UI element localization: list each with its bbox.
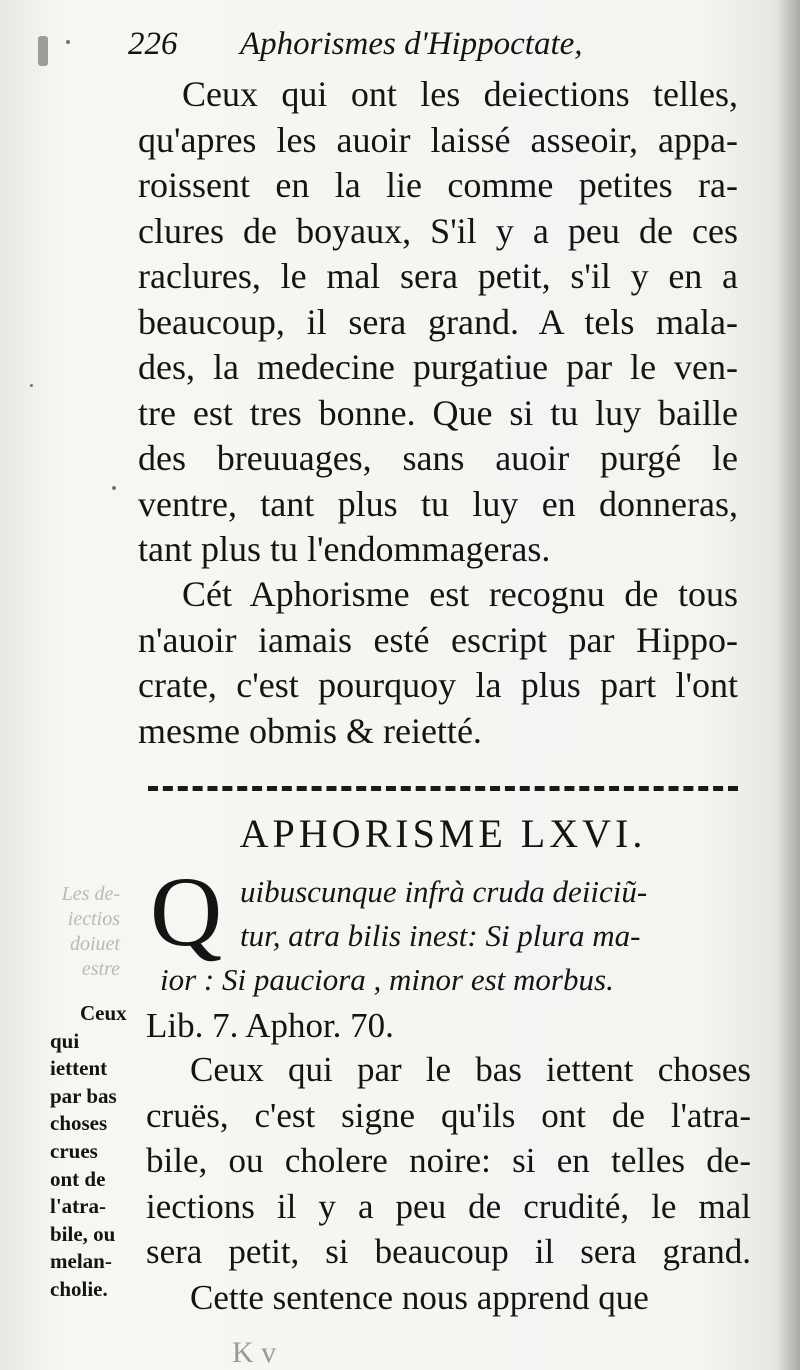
text-line: mesme obmis & reietté. [138, 710, 482, 751]
margin-line: qui [50, 1028, 80, 1053]
margin-line: ont de [50, 1166, 106, 1191]
text-line: tant plus tu l'endommageras. [138, 529, 551, 569]
latin-line: tur, atra bilis inest: Si plura ma- [240, 918, 641, 953]
text-line: des breuuages, sans auoir purgé le [138, 438, 738, 478]
text-line: beaucoup, il sera grand. A tels mala- [138, 301, 738, 342]
paragraph-french-commentary [146, 1048, 751, 1321]
ornamental-rule [148, 786, 738, 791]
margin-line: crues [50, 1138, 98, 1163]
text-line: Ceux qui par le bas iettent choses [190, 1050, 751, 1089]
text-line: n'auoir iamais esté escript par Hippo- [138, 619, 738, 660]
text-line: des, la medecine purgatiue par le ven- [138, 347, 738, 387]
source-reference: Lib. 7. Aphor. 70. [146, 1006, 394, 1045]
margin-line: melan- [50, 1249, 112, 1274]
page-edge-shadow [778, 0, 800, 1370]
text-line: roissent en la lie comme petites ra- [138, 165, 738, 205]
ink-speck [38, 36, 48, 66]
text-line: clures de boyaux, S'il y a peu de ces [138, 210, 738, 251]
latin-line: ior : Si pauciora , minor est morbus. [160, 962, 614, 997]
margin-line: iettent [50, 1056, 108, 1081]
text-line: Cette sentence nous apprend que [190, 1277, 649, 1317]
signature-mark: K v [232, 1336, 277, 1369]
running-header [128, 26, 748, 70]
text-line: Ceux qui ont les deiections telles, [182, 74, 738, 114]
margin-line: par bas [50, 1083, 117, 1108]
text-line: qu'apres les auoir laissé asseoir, appa- [138, 119, 738, 160]
running-title: Aphorismes d'Hippoctate, [240, 26, 583, 62]
section-title: APHORISME LXVI. [239, 811, 647, 856]
text-line: bile, ou cholere noire: si en telles de- [146, 1141, 751, 1180]
margin-note [50, 1000, 142, 1304]
ink-speck [66, 40, 70, 44]
paragraph-commentary [138, 572, 738, 754]
margin-line: bile, ou [50, 1221, 116, 1246]
latin-aphorism [148, 856, 748, 1002]
text-line: Cét Aphorisme est recognu de tous [182, 574, 738, 614]
margin-line: cholie. [50, 1276, 108, 1301]
margin-line: choses [50, 1111, 108, 1136]
text-line: crate, c'est pourquoy la plus part l'ont [138, 665, 738, 705]
text-line: tre est tres bonne. Que si tu luy baille [138, 392, 738, 433]
paragraph-french-translation [138, 72, 738, 573]
margin-line: l'atra- [50, 1194, 106, 1219]
drop-cap: Q [150, 856, 223, 967]
ink-speck [112, 486, 116, 490]
margin-line: Ceux [80, 1001, 127, 1025]
text-line: ventre, tant plus tu luy en donneras, [138, 483, 738, 524]
ink-speck [30, 384, 33, 387]
text-line: iections il y a peu de crudité, le mal [146, 1186, 751, 1226]
text-line: sera petit, si beaucoup il sera grand. [146, 1232, 751, 1271]
latin-line: uibuscunque infrà cruda deiiciũ- [240, 874, 648, 909]
page-number: 226 [128, 26, 178, 62]
show-through-text: Les de- iectios doiuet estre [61, 883, 120, 980]
text-line: cruës, c'est signe qu'ils ont de l'atra- [146, 1095, 751, 1135]
text-line: raclures, le mal sera petit, s'il y en a [138, 256, 738, 296]
